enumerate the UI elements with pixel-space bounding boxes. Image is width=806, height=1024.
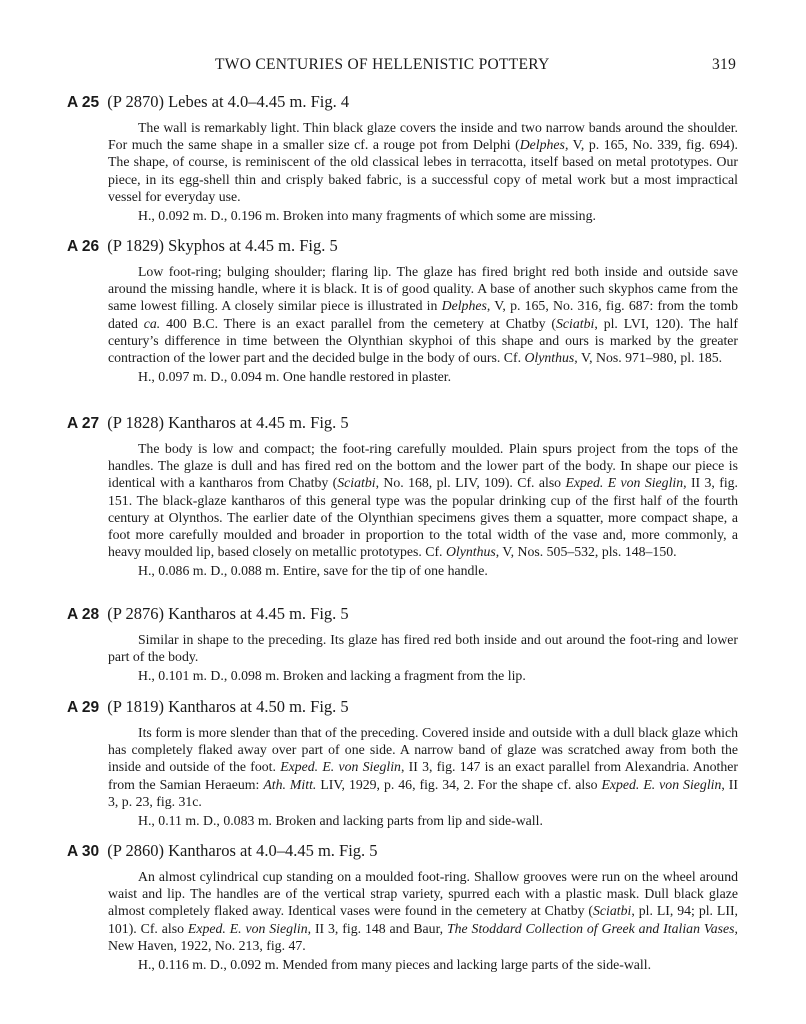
entry-measurements: H., 0.11 m. D., 0.083 m. Broken and lacking parts from lip and side-wall. — [138, 813, 543, 829]
entry-title: (P 1828) Kantharos at 4.45 m. Fig. 5 — [107, 413, 349, 432]
catalog-number: A 27 — [67, 415, 100, 432]
running-head — [0, 56, 806, 80]
catalog-entry-a27 — [0, 413, 806, 580]
catalog-entry-a30 — [0, 841, 806, 973]
entry-measurements: H., 0.092 m. D., 0.196 m. Broken into many fragments of which some are missing. — [138, 208, 596, 224]
entry-title: (P 1829) Skyphos at 4.45 m. Fig. 5 — [107, 236, 338, 255]
entry-heading — [67, 236, 806, 257]
catalog-entry-a26 — [0, 236, 806, 385]
entry-measurements: H., 0.097 m. D., 0.094 m. One handle restored in plaster. — [138, 369, 452, 385]
entry-body — [108, 868, 738, 973]
entry-heading — [67, 841, 806, 862]
entry-body — [108, 724, 738, 829]
catalog-number: A 26 — [67, 238, 100, 255]
entry-body — [108, 119, 738, 224]
entry-description: The body is low and compact; the foot-ring carefully moulded. Plain spurs project from the tops of the handles. The glaze is dull and has fired red on the bottom and the lower part of the body. In shape our piece is identical with a kantharos from Chatby (Sciatbi, No. 168, pl. LIV, 109). Cf. also Exped. E von Sieglin, II 3, fig. 151. The black-glaze kantharos of this general type was the popular drinking cup of the first half of the fourth century at Olynthos. The earlier date of the Olynthian specimens gives them a squatter, more compact shape, a foot more carefully moulded and broader in proportion to the total width of the vase and, more commonly, a heavy moulded lip, based closely on metallic prototypes. Cf. Olynthus, V, Nos. 505–532, pls. 148–150. — [108, 441, 738, 560]
entry-description: Low foot-ring; bulging shoulder; flaring lip. The glaze has fired bright red both inside and outside save around the missing handle, where it is black. It is of good quality. A base of another such skyphos came from the same lowest filling. A closely similar piece is illustrated in Delphes, V, p. 165, No. 316, fig. 687: from the tomb dated ca. 400 B.C. There is an exact parallel from the cemetery at Chatby (Sciatbi, pl. LVI, 120). The half century’s difference in time between the Olynthian skyphoi of this shape and ours is marked by the greater contraction of the lower part and the decided bulge in the body of ours. Cf. Olynthus, V, Nos. 971–980, pl. 185. — [108, 264, 738, 366]
entry-heading — [67, 604, 806, 625]
running-title: TWO CENTURIES OF HELLENISTIC POTTERY — [215, 56, 550, 73]
catalog-entry-a29 — [0, 697, 806, 829]
entry-title: (P 2860) Kantharos at 4.0–4.45 m. Fig. 5 — [107, 841, 378, 860]
catalog-entry-a25 — [0, 92, 806, 224]
entry-description: An almost cylindrical cup standing on a moulded foot-ring. Shallow grooves were run on the wheel around waist and lip. The handles are of the vertical strap variety, spurred each with a plastic mask. Dull black glaze almost completely flaked away. Identical vases were found in the cemetery at Chatby (Sciatbi, pl. LI, 94; pl. LII, 101). Cf. also Exped. E. von Sieglin, II 3, fig. 148 and Baur, The Stoddard Collection of Greek and Italian Vases, New Haven, 1922, No. 213, fig. 47. — [108, 869, 738, 953]
catalog-number: A 30 — [67, 843, 100, 860]
entry-heading — [67, 697, 806, 718]
entry-heading — [67, 92, 806, 113]
entry-description: Its form is more slender than that of the preceding. Covered inside and outside with a dull black glaze which has completely flaked away over part of one side. A narrow band of glaze was scratched away from both the inside and outside of the foot. Exped. E. von Sieglin, II 3, fig. 147 is an exact parallel from Alexandria. Another from the Samian Heraeum: Ath. Mitt. LIV, 1929, p. 46, fig. 34, 2. For the shape cf. also Exped. E. von Sieglin, II 3, p. 23, fig. 31c. — [108, 725, 739, 809]
entry-body — [108, 440, 738, 580]
catalog-entry-a28 — [0, 604, 806, 685]
entry-description: Similar in shape to the preceding. Its glaze has fired red both inside and out around the foot-ring and lower part of the body. — [108, 632, 738, 665]
catalog-number: A 29 — [67, 699, 100, 716]
entry-title: (P 2870) Lebes at 4.0–4.45 m. Fig. 4 — [107, 92, 350, 111]
entry-description: The wall is remarkably light. Thin black glaze covers the inside and two narrow bands around the shoulder. For much the same shape in a smaller size cf. a rouge pot from Delphi (Delphes, V, p. 165, No. 339, fig. 694). The shape, of course, is reminiscent of the old classical lebes in terracotta, itself based on metal prototypes. Our piece, in its egg-shell thin and crisply baked fabric, is a successful copy of metal work but a most impractical vessel for everyday use. — [108, 120, 738, 204]
catalog-number: A 28 — [67, 606, 100, 623]
entry-heading — [67, 413, 806, 434]
entry-body — [108, 631, 738, 685]
entry-measurements: H., 0.086 m. D., 0.088 m. Entire, save for the tip of one handle. — [138, 563, 488, 579]
entry-measurements: H., 0.101 m. D., 0.098 m. Broken and lacking a fragment from the lip. — [138, 668, 526, 684]
entry-measurements: H., 0.116 m. D., 0.092 m. Mended from many pieces and lacking large parts of the side-wall. — [138, 957, 652, 973]
catalog-number: A 25 — [67, 94, 100, 111]
entry-title: (P 1819) Kantharos at 4.50 m. Fig. 5 — [107, 697, 349, 716]
page-number: 319 — [712, 56, 737, 73]
entry-title: (P 2876) Kantharos at 4.45 m. Fig. 5 — [107, 604, 349, 623]
entry-body — [108, 263, 738, 385]
